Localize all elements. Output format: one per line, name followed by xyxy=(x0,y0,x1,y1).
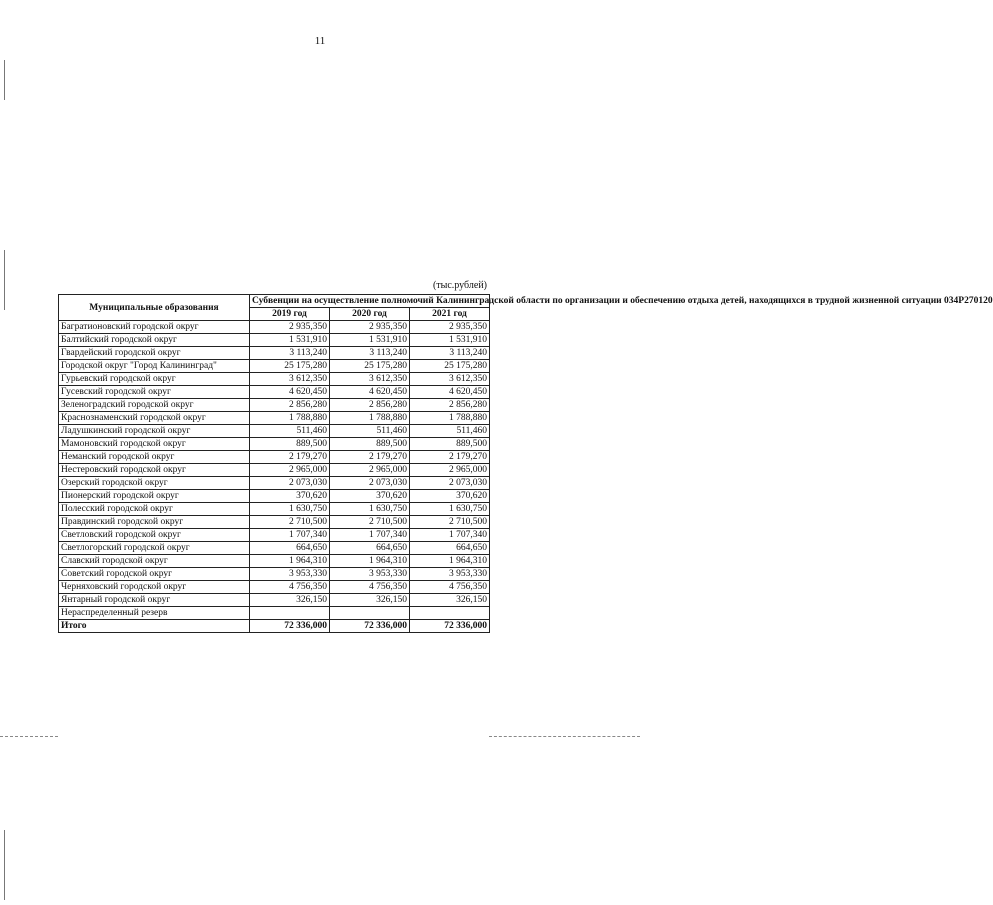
row-2020: 1 964,310 xyxy=(330,555,410,568)
row-2021: 1 788,880 xyxy=(410,412,490,425)
table-row xyxy=(59,386,490,399)
row-2020: 1 630,750 xyxy=(330,503,410,516)
row-2021: 2 856,280 xyxy=(410,399,490,412)
row-name: Неманский городской округ xyxy=(59,451,250,464)
row-2020: 4 756,350 xyxy=(330,581,410,594)
row-2020: 326,150 xyxy=(330,594,410,607)
scan-margin-mark xyxy=(4,60,5,100)
header-municipality: Муниципальные образования xyxy=(59,295,250,321)
row-2021: 2 965,000 xyxy=(410,464,490,477)
row-2020: 2 935,350 xyxy=(330,321,410,334)
row-2020: 2 710,500 xyxy=(330,516,410,529)
row-2019: 326,150 xyxy=(250,594,330,607)
row-name: Нестеровский городской округ xyxy=(59,464,250,477)
table-row xyxy=(59,334,490,347)
table-row xyxy=(59,425,490,438)
total-label: Итого xyxy=(59,620,250,633)
row-2019: 25 175,280 xyxy=(250,360,330,373)
row-2020: 2 179,270 xyxy=(330,451,410,464)
row-2019: 1 707,340 xyxy=(250,529,330,542)
row-name: Зеленоградский городской округ xyxy=(59,399,250,412)
total-2019: 72 336,000 xyxy=(250,620,330,633)
row-2021: 1 964,310 xyxy=(410,555,490,568)
row-2020: 1 707,340 xyxy=(330,529,410,542)
row-2020: 2 856,280 xyxy=(330,399,410,412)
header-year-2019: 2019 год xyxy=(250,308,330,321)
row-2019: 370,620 xyxy=(250,490,330,503)
row-name: Черняховский городской округ xyxy=(59,581,250,594)
row-name: Янтарный городской округ xyxy=(59,594,250,607)
row-2021: 25 175,280 xyxy=(410,360,490,373)
row-name: Балтийский городской округ xyxy=(59,334,250,347)
row-2019: 2 710,500 xyxy=(250,516,330,529)
row-2020: 1 788,880 xyxy=(330,412,410,425)
row-2021: 2 179,270 xyxy=(410,451,490,464)
row-2021: 3 953,330 xyxy=(410,568,490,581)
row-2019: 4 620,450 xyxy=(250,386,330,399)
row-2019: 664,650 xyxy=(250,542,330,555)
row-name: Светлогорский городской округ xyxy=(59,542,250,555)
scan-dash-left xyxy=(0,736,58,737)
row-name: Ладушкинский городской округ xyxy=(59,425,250,438)
row-name: Правдинский городской округ xyxy=(59,516,250,529)
row-2020: 25 175,280 xyxy=(330,360,410,373)
row-2019: 889,500 xyxy=(250,438,330,451)
row-2021: 2 935,350 xyxy=(410,321,490,334)
table-row xyxy=(59,360,490,373)
table-body xyxy=(59,321,490,620)
row-2020: 2 965,000 xyxy=(330,464,410,477)
row-name: Багратионовский городской округ xyxy=(59,321,250,334)
table-row xyxy=(59,542,490,555)
row-name: Городской округ "Город Калининград" xyxy=(59,360,250,373)
row-2019: 2 179,270 xyxy=(250,451,330,464)
row-name: Пионерский городской округ xyxy=(59,490,250,503)
row-2019: 1 630,750 xyxy=(250,503,330,516)
table-row xyxy=(59,581,490,594)
table-row xyxy=(59,347,490,360)
row-name: Нераспределенный резерв xyxy=(59,607,250,620)
row-2021: 1 630,750 xyxy=(410,503,490,516)
scan-dash-right xyxy=(489,736,640,737)
row-name: Гусевский городской округ xyxy=(59,386,250,399)
row-2020: 1 531,910 xyxy=(330,334,410,347)
row-name: Славский городской округ xyxy=(59,555,250,568)
row-2019: 1 788,880 xyxy=(250,412,330,425)
row-2021 xyxy=(410,607,490,620)
row-2019: 1 964,310 xyxy=(250,555,330,568)
table-row xyxy=(59,529,490,542)
table-row xyxy=(59,568,490,581)
row-2019: 1 531,910 xyxy=(250,334,330,347)
row-2021: 4 756,350 xyxy=(410,581,490,594)
row-2019: 3 953,330 xyxy=(250,568,330,581)
scan-margin-mark xyxy=(4,830,5,900)
row-2021: 2 073,030 xyxy=(410,477,490,490)
table-row xyxy=(59,438,490,451)
row-2021: 4 620,450 xyxy=(410,386,490,399)
table-row xyxy=(59,399,490,412)
row-name: Озерский городской округ xyxy=(59,477,250,490)
table-row xyxy=(59,321,490,334)
row-2021: 326,150 xyxy=(410,594,490,607)
row-name: Советский городской округ xyxy=(59,568,250,581)
row-name: Гурьевский городской округ xyxy=(59,373,250,386)
total-row xyxy=(59,620,490,633)
row-2019: 2 935,350 xyxy=(250,321,330,334)
table-row xyxy=(59,594,490,607)
table-row xyxy=(59,477,490,490)
row-2020: 3 113,240 xyxy=(330,347,410,360)
table-row xyxy=(59,516,490,529)
row-name: Светловский городской округ xyxy=(59,529,250,542)
row-2021: 664,650 xyxy=(410,542,490,555)
row-name: Полесский городской округ xyxy=(59,503,250,516)
page-number: 11 xyxy=(314,35,326,47)
row-2019: 511,460 xyxy=(250,425,330,438)
row-2020: 2 073,030 xyxy=(330,477,410,490)
row-2020: 664,650 xyxy=(330,542,410,555)
row-2019: 2 073,030 xyxy=(250,477,330,490)
row-2020: 3 612,350 xyxy=(330,373,410,386)
row-2020: 889,500 xyxy=(330,438,410,451)
row-2019: 2 856,280 xyxy=(250,399,330,412)
total-2020: 72 336,000 xyxy=(330,620,410,633)
row-2020 xyxy=(330,607,410,620)
row-2021: 889,500 xyxy=(410,438,490,451)
table-row xyxy=(59,607,490,620)
row-2020: 4 620,450 xyxy=(330,386,410,399)
row-name: Краснознаменский городской округ xyxy=(59,412,250,425)
row-2019 xyxy=(250,607,330,620)
row-name: Гвардейский городской округ xyxy=(59,347,250,360)
row-2019: 4 756,350 xyxy=(250,581,330,594)
table-row xyxy=(59,555,490,568)
row-2021: 370,620 xyxy=(410,490,490,503)
units-label: (тыс.рублей) xyxy=(432,280,487,291)
row-2020: 370,620 xyxy=(330,490,410,503)
header-year-2020: 2020 год xyxy=(330,308,410,321)
table-row xyxy=(59,464,490,477)
row-2021: 511,460 xyxy=(410,425,490,438)
scan-margin-mark xyxy=(4,250,5,310)
row-2021: 1 531,910 xyxy=(410,334,490,347)
row-2020: 511,460 xyxy=(330,425,410,438)
row-2021: 3 113,240 xyxy=(410,347,490,360)
header-subvention: Субвенции на осуществление полномочий Калининградской области по организации и обеспечению отдыха детей, находящихся в трудной жизненной ситуации 034Р270120 xyxy=(250,295,490,308)
table-row xyxy=(59,373,490,386)
row-2020: 3 953,330 xyxy=(330,568,410,581)
row-2021: 1 707,340 xyxy=(410,529,490,542)
table-row xyxy=(59,490,490,503)
subventions-table xyxy=(58,294,993,633)
row-name: Мамоновский городской округ xyxy=(59,438,250,451)
table-row xyxy=(59,451,490,464)
table-row xyxy=(59,503,490,516)
table-row xyxy=(59,412,490,425)
row-2019: 3 113,240 xyxy=(250,347,330,360)
header-year-2021: 2021 год xyxy=(410,308,490,321)
total-2021: 72 336,000 xyxy=(410,620,490,633)
row-2019: 2 965,000 xyxy=(250,464,330,477)
row-2021: 2 710,500 xyxy=(410,516,490,529)
row-2019: 3 612,350 xyxy=(250,373,330,386)
row-2021: 3 612,350 xyxy=(410,373,490,386)
